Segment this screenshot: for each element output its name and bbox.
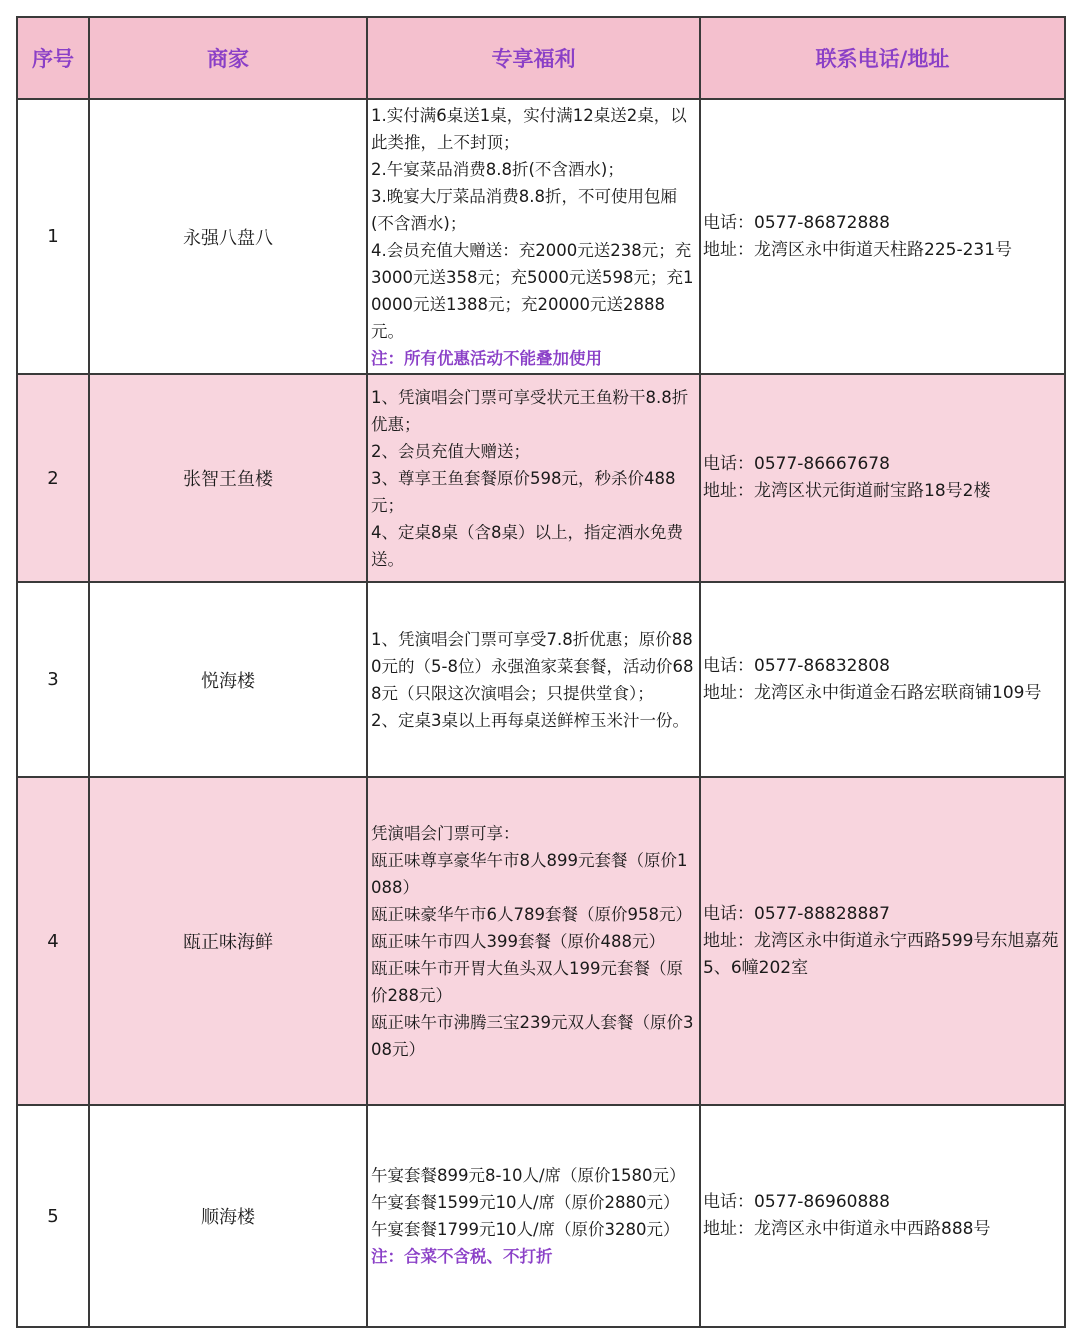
contact-cell (700, 1105, 1065, 1327)
benefit-line: 午宴套餐1799元10人/席（原价3280元） (371, 1220, 680, 1239)
table-row (17, 582, 1065, 777)
contact-cell (700, 582, 1065, 777)
benefit-cell (367, 99, 700, 374)
merchant-name: 顺海楼 (89, 1105, 367, 1327)
benefit-line: 1、凭演唱会门票可享受7.8折优惠；原价880元的（5-8位）永强渔家菜套餐，活动价688元（只限这次演唱会；只提供堂食）； (371, 629, 694, 703)
merchant-name: 悦海楼 (89, 582, 367, 777)
merchant-name: 张智王鱼楼 (89, 374, 367, 582)
benefit-note: 注：合菜不含税、不打折 (371, 1247, 553, 1266)
row-number: 3 (17, 582, 89, 777)
benefit-line: 午宴套餐1599元10人/席（原价2880元） (371, 1193, 680, 1212)
header-benefit: 专享福利 (367, 17, 700, 99)
header-row (17, 17, 1065, 99)
benefit-line: 2、会员充值大赠送； (371, 441, 530, 461)
benefit-note: 注：所有优惠活动不能叠加使用 (371, 348, 602, 368)
address: 地址：龙湾区状元街道耐宝路18号2楼 (703, 481, 991, 501)
benefit-line: 午宴套餐899元8-10人/席（原价1580元） (371, 1166, 686, 1185)
row-number: 4 (17, 777, 89, 1105)
address: 地址：龙湾区永中街道金石路宏联商铺109号 (703, 682, 1042, 703)
table-row (17, 1105, 1065, 1327)
row-number: 2 (17, 374, 89, 582)
benefit-line: 3、尊享王鱼套餐原价598元，秒杀价488元； (371, 468, 676, 515)
merchant-deals-table (16, 16, 1066, 1328)
merchant-name: 瓯正味海鲜 (89, 777, 367, 1105)
header-shop: 商家 (89, 17, 367, 99)
phone-number: 电话：0577-86667678 (703, 454, 890, 474)
address: 地址：龙湾区永中街道天柱路225-231号 (703, 239, 1013, 260)
benefit-line: 瓯正味午市沸腾三宝239元双人套餐（原价308元） (371, 1012, 694, 1059)
benefit-line: 凭演唱会门票可享： (371, 823, 520, 843)
benefit-cell (367, 582, 700, 777)
benefit-line: 1、凭演唱会门票可享受状元王鱼粉干8.8折优惠； (371, 387, 689, 434)
benefit-line: 瓯正味尊享豪华午市8人899元套餐（原价1088） (371, 850, 688, 897)
phone-number: 电话：0577-86960888 (703, 1192, 890, 1212)
phone-number: 电话：0577-88828887 (703, 903, 890, 924)
header-contact: 联系电话/地址 (700, 17, 1065, 99)
benefit-line: 瓯正味午市四人399套餐（原价488元） (371, 931, 665, 951)
benefit-line: 瓯正味豪华午市6人789套餐（原价958元） (371, 904, 692, 924)
benefit-line: 1.实付满6桌送1桌，实付满12桌送2桌，以此类推，上不封顶； (371, 105, 687, 152)
benefit-cell (367, 374, 700, 582)
benefit-line: 4.会员充值大赠送：充2000元送238元；充3000元送358元；充5000元送598元；充10000元送1388元；充20000元送2888元。 (371, 240, 694, 341)
table-row (17, 777, 1065, 1105)
table-row (17, 374, 1065, 582)
contact-cell (700, 777, 1065, 1105)
address: 地址：龙湾区永中街道永宁西路599号东旭嘉苑5、6幢202室 (703, 930, 1059, 978)
benefit-line: 3.晚宴大厅菜品消费8.8折，不可使用包厢(不含酒水)； (371, 186, 677, 233)
benefit-cell (367, 1105, 700, 1327)
benefit-line: 瓯正味午市开胃大鱼头双人199元套餐（原价288元） (371, 958, 683, 1005)
benefit-line: 2、定桌3桌以上再每桌送鲜榨玉米汁一份。 (371, 710, 689, 730)
contact-cell (700, 374, 1065, 582)
benefit-line: 2.午宴菜品消费8.8折(不含酒水)； (371, 159, 624, 179)
benefit-line: 4、定桌8桌（含8桌）以上，指定酒水免费送。 (371, 522, 683, 569)
phone-number: 电话：0577-86832808 (703, 655, 890, 676)
row-number: 5 (17, 1105, 89, 1327)
merchant-name: 永强八盘八 (89, 99, 367, 374)
contact-cell (700, 99, 1065, 374)
phone-number: 电话：0577-86872888 (703, 212, 890, 233)
row-number: 1 (17, 99, 89, 374)
benefit-cell (367, 777, 700, 1105)
header-no: 序号 (17, 17, 89, 99)
address: 地址：龙湾区永中街道永中西路888号 (703, 1219, 991, 1239)
table-row (17, 99, 1065, 374)
